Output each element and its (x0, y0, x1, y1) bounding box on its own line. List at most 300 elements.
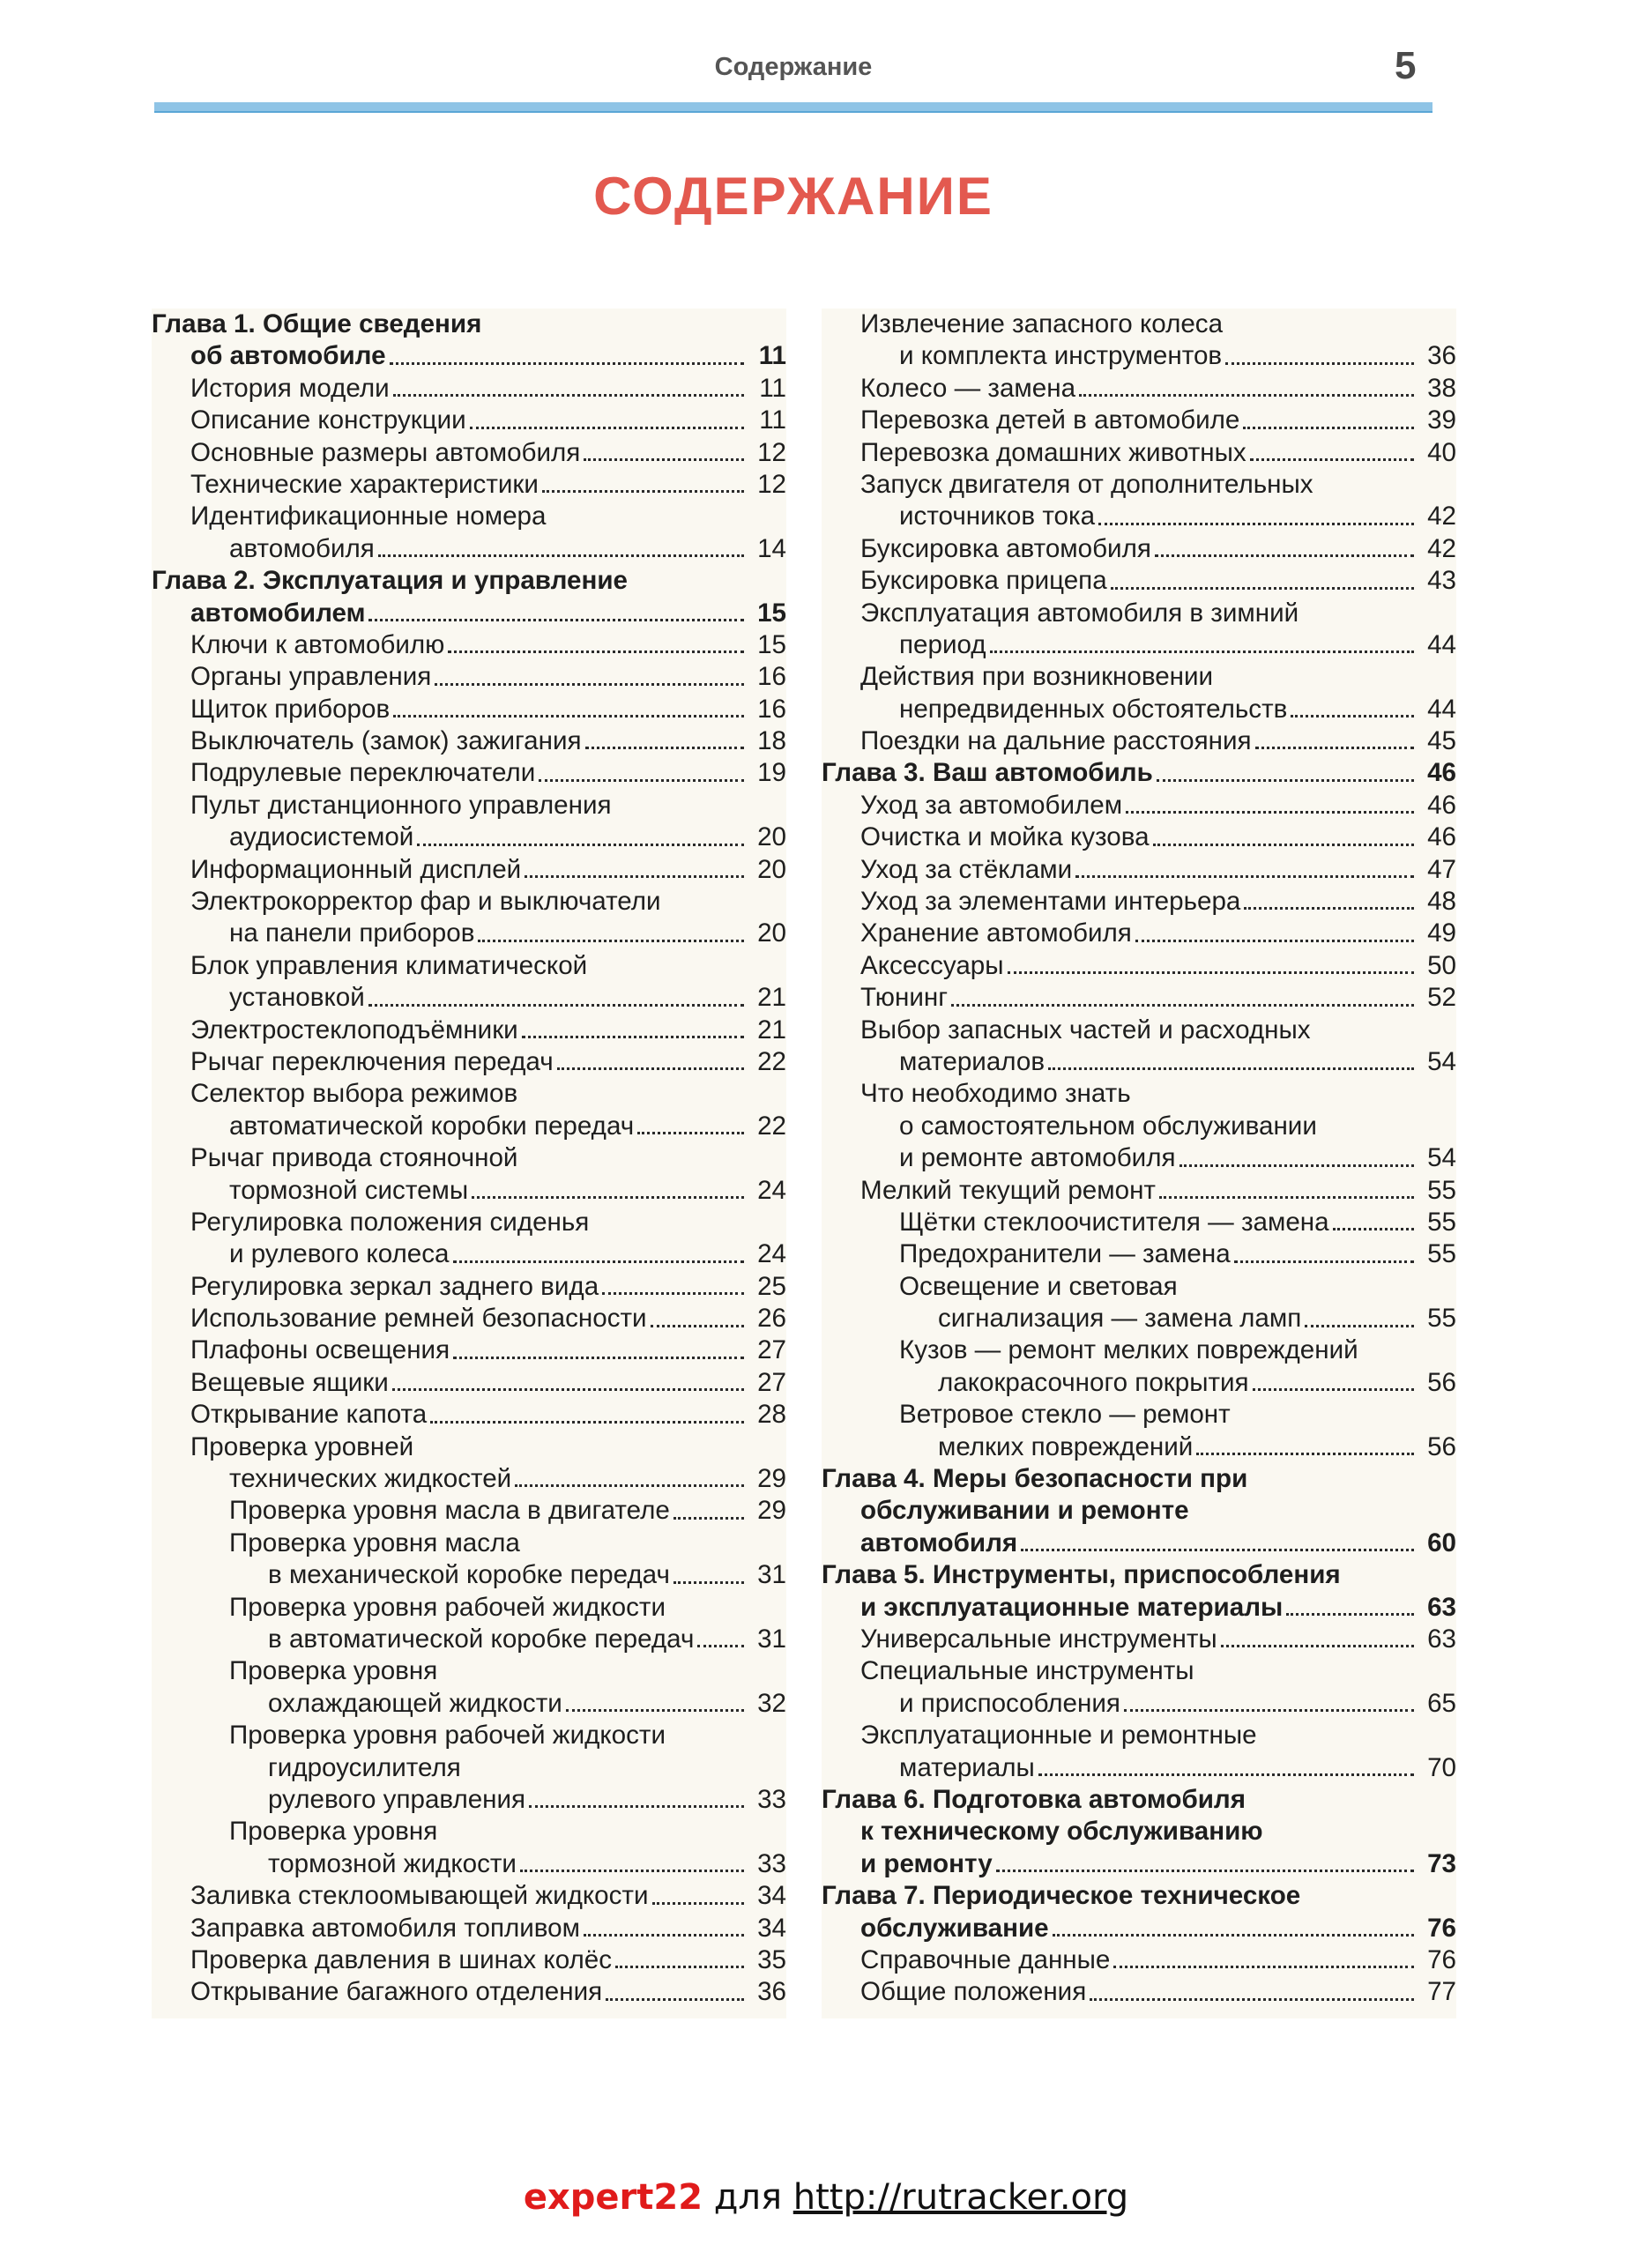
dot-leader (606, 1998, 744, 2001)
dot-leader (1234, 1260, 1414, 1263)
toc-entry (152, 950, 786, 982)
toc-page-number: 34 (757, 1913, 786, 1943)
toc-entry-text: Проверка уровня (229, 1817, 438, 1847)
toc-page-number: 16 (757, 694, 786, 724)
dot-leader (1090, 1998, 1414, 2001)
toc-entry-text: непредвиденных обстоятельств (899, 694, 1288, 724)
dot-leader (990, 650, 1414, 653)
footer-brand: expert22 (523, 2177, 703, 2218)
toc-page-number: 55 (1427, 1207, 1456, 1237)
toc-page-number: 73 (1427, 1848, 1456, 1878)
toc-entry-text: и ремонту (860, 1848, 993, 1878)
toc-entry (822, 309, 1456, 340)
toc-entry-text: Щётки стеклоочистителя — замена (899, 1207, 1329, 1237)
dot-leader (1286, 1613, 1414, 1616)
toc-entry (822, 1303, 1456, 1334)
toc-entry-text: мелких повреждений (938, 1431, 1194, 1461)
page-header (0, 0, 1652, 123)
toc-entry (822, 629, 1456, 661)
toc-entry (152, 1816, 786, 1847)
toc-entry (152, 1238, 786, 1270)
toc-entry-text: тормозной жидкости (268, 1848, 517, 1878)
toc-entry-text: Тюнинг (860, 983, 948, 1013)
toc-entry-text: материалов (899, 1046, 1046, 1076)
toc-entry (822, 373, 1456, 405)
dot-leader (1155, 554, 1414, 557)
toc-page-number: 54 (1427, 1143, 1456, 1173)
toc-entry-text: Открывание капота (190, 1400, 428, 1430)
toc-page-number: 29 (757, 1496, 786, 1526)
toc-entry (822, 1752, 1456, 1784)
toc-entry-text: Проверка уровня рабочей жидкости (229, 1592, 666, 1622)
toc-entry-text: Уход за стёклами (860, 854, 1073, 884)
toc-entry (822, 469, 1456, 501)
toc-chapter-entry (822, 1816, 1456, 1847)
dot-leader (557, 1067, 744, 1070)
toc-entry (152, 1078, 786, 1110)
toc-entry (152, 757, 786, 789)
dot-leader (1048, 1067, 1414, 1070)
toc-entry-text: Перевозка детей в автомобиле (860, 405, 1240, 435)
toc-page-number: 20 (757, 854, 786, 884)
dot-leader (1243, 427, 1414, 429)
dot-leader (1126, 811, 1414, 814)
toc-page-number: 15 (757, 598, 786, 628)
toc-page-number: 27 (757, 1335, 786, 1365)
toc-entry-text: об автомобиле (190, 341, 386, 371)
toc-entry-text: автоматической коробки передач (229, 1111, 635, 1141)
dot-leader (368, 619, 744, 621)
toc-entry (822, 1111, 1456, 1142)
toc-entry (822, 1271, 1456, 1303)
toc-entry (822, 405, 1456, 436)
toc-entry (152, 1431, 786, 1463)
toc-chapter-entry (152, 565, 786, 597)
dot-leader (393, 394, 744, 397)
toc-entry (152, 918, 786, 949)
toc-entry-text: Глава 5. Инструменты, приспособления (822, 1560, 1341, 1590)
toc-page-number: 11 (759, 405, 786, 435)
toc-entry-text: Вещевые ящики (190, 1367, 389, 1397)
dot-leader (1021, 1549, 1414, 1551)
footer-url-link[interactable]: http://rutracker.org (793, 2177, 1129, 2218)
toc-page-number: 29 (757, 1464, 786, 1494)
toc-page-number: 70 (1427, 1752, 1456, 1782)
toc-chapter-entry (152, 598, 786, 629)
toc-entry (152, 1752, 786, 1784)
dot-leader (602, 1292, 744, 1295)
dot-leader (1225, 362, 1414, 365)
toc-chapter-entry (822, 1495, 1456, 1527)
toc-chapter-entry (822, 1784, 1456, 1816)
dot-leader (1008, 971, 1414, 974)
toc-page-number: 22 (757, 1111, 786, 1141)
toc-entry (152, 725, 786, 757)
toc-page-number: 49 (1427, 918, 1456, 948)
toc-entry (152, 1367, 786, 1399)
toc-page-number: 21 (757, 1015, 786, 1045)
dot-leader (515, 1484, 744, 1487)
toc-entry-text: Запуск двигателя от дополнительных (860, 469, 1313, 499)
toc-page-number: 33 (757, 1848, 786, 1878)
toc-page-number: 44 (1427, 629, 1456, 659)
toc-entry-text: к техническому обслуживанию (860, 1817, 1263, 1847)
toc-entry (152, 982, 786, 1014)
toc-page-number: 39 (1427, 405, 1456, 435)
toc-entry-text: Выбор запасных частей и расходных (860, 1015, 1311, 1045)
toc-entry-text: Проверка уровня рабочей жидкости (229, 1721, 666, 1751)
toc-entry (152, 469, 786, 501)
toc-entry (152, 790, 786, 821)
toc-entry (152, 1880, 786, 1912)
toc-entry-text: Поездки на дальние расстояния (860, 726, 1252, 756)
toc-page-number: 24 (757, 1175, 786, 1205)
toc-entry-text: Колесо — замена (860, 373, 1076, 403)
toc-page-number: 76 (1427, 1944, 1456, 1974)
toc-entry (822, 918, 1456, 949)
toc-entry (822, 1238, 1456, 1270)
toc-entry (152, 533, 786, 565)
dot-leader (585, 747, 744, 749)
toc-page-number: 21 (757, 983, 786, 1013)
dot-leader (637, 1132, 744, 1134)
dot-leader (1157, 779, 1414, 782)
toc-page-number: 76 (1427, 1913, 1456, 1943)
dot-leader (470, 427, 744, 429)
dot-leader (1255, 747, 1414, 749)
toc-entry (152, 1303, 786, 1334)
toc-entry (152, 854, 786, 886)
toc-entry (822, 1944, 1456, 1976)
header-rule (154, 102, 1432, 113)
toc-entry-text: установкой (229, 983, 365, 1013)
toc-entry (822, 501, 1456, 532)
toc-chapter-entry (822, 1463, 1456, 1495)
toc-entry-text: Проверка уровня масла (229, 1528, 520, 1557)
toc-entry-text: История модели (190, 373, 390, 403)
toc-entry (152, 1335, 786, 1367)
toc-page-number: 20 (757, 822, 786, 852)
toc-entry-text: Глава 2. Эксплуатация и управление (152, 566, 628, 596)
toc-entry-text: Пульт дистанционного управления (190, 790, 612, 820)
toc-entry-text: Справочные данные (860, 1944, 1111, 1974)
toc-entry-text: лакокрасочного покрытия (938, 1367, 1249, 1397)
toc-entry-text: Освещение и световая (899, 1271, 1178, 1301)
toc-entry (152, 1688, 786, 1720)
toc-entry-text: Выключатель (замок) зажигания (190, 726, 582, 756)
toc-entry (152, 1399, 786, 1431)
toc-entry-text: и рулевого колеса (229, 1239, 450, 1269)
toc-entry-text: на панели приборов (229, 918, 475, 948)
toc-entry (152, 1655, 786, 1687)
dot-leader (417, 844, 744, 846)
toc-page-number: 77 (1427, 1977, 1456, 2007)
toc-page-number: 45 (1427, 726, 1456, 756)
dot-leader (651, 1325, 744, 1327)
toc-entry (822, 1624, 1456, 1655)
toc-entry-text: Глава 4. Меры безопасности при (822, 1464, 1248, 1494)
toc-page-number: 42 (1427, 533, 1456, 563)
dot-leader (1179, 1164, 1414, 1167)
toc-entry-text: Регулировка положения сиденья (190, 1207, 590, 1237)
toc-entry-text: Электрокорректор фар и выключатели (190, 887, 661, 917)
toc-entry-text: Общие положения (860, 1977, 1087, 2007)
toc-entry-text: охлаждающей жидкости (268, 1688, 562, 1718)
dot-leader (1305, 1325, 1414, 1327)
toc-entry (152, 1463, 786, 1495)
toc-entry (822, 1207, 1456, 1238)
toc-chapter-entry (822, 757, 1456, 789)
toc-chapter-entry (822, 1913, 1456, 1944)
toc-chapter-entry (822, 1528, 1456, 1559)
dot-leader (529, 1805, 744, 1808)
toc-page-number: 11 (758, 341, 786, 371)
toc-entry-text: и комплекта инструментов (899, 341, 1223, 371)
dot-leader (1124, 1709, 1414, 1712)
toc-entry-text: Рычаг переключения передач (190, 1046, 554, 1076)
dot-leader (652, 1902, 744, 1905)
dot-leader (472, 1196, 744, 1199)
toc-entry (152, 1175, 786, 1207)
toc-entry-text: технических жидкостей (229, 1464, 512, 1494)
dot-leader (1253, 1388, 1414, 1391)
toc-entry-text: Специальные инструменты (860, 1656, 1194, 1686)
toc-entry (152, 1528, 786, 1559)
toc-page-number: 43 (1427, 566, 1456, 596)
toc-entry (822, 565, 1456, 597)
toc-entry (822, 1142, 1456, 1174)
toc-left-column (152, 309, 786, 2018)
toc-entry (152, 1976, 786, 2008)
dot-leader (1098, 523, 1414, 525)
dot-leader (1250, 458, 1414, 461)
toc-page-number: 22 (757, 1046, 786, 1076)
toc-page-number: 55 (1427, 1175, 1456, 1205)
toc-entry-text: автомобиля (229, 533, 375, 563)
toc-entry-text: Ветровое стекло — ремонт (899, 1400, 1231, 1430)
toc-page-number: 25 (757, 1271, 786, 1301)
toc-entry-text: Глава 3. Ваш автомобиль (822, 758, 1153, 788)
dot-leader (996, 1870, 1414, 1872)
toc-entry-text: обслуживании и ремонте (860, 1496, 1189, 1526)
toc-page-number: 47 (1427, 854, 1456, 884)
toc-entry-text: Хранение автомобиля (860, 918, 1132, 948)
toc-entry (152, 437, 786, 469)
toc-entry (152, 1559, 786, 1591)
dot-leader (615, 1966, 744, 1968)
toc-entry-text: Блок управления климатической (190, 950, 588, 980)
toc-entry-text: в механической коробке передач (268, 1560, 670, 1590)
toc-entry (152, 1913, 786, 1944)
toc-entry (822, 340, 1456, 372)
toc-entry-text: аудиосистемой (229, 822, 414, 852)
toc-page-number: 56 (1427, 1367, 1456, 1397)
toc-entry-text: Глава 6. Подготовка автомобиля (822, 1784, 1246, 1814)
toc-entry-text: и приспособления (899, 1688, 1120, 1718)
toc-entry (822, 1976, 1456, 2008)
toc-entry (822, 1335, 1456, 1367)
toc-entry (152, 1495, 786, 1527)
toc-page-number: 56 (1427, 1431, 1456, 1461)
footer-credit (0, 2177, 1652, 2218)
toc-page-number: 31 (757, 1624, 786, 1654)
toc-entry (152, 694, 786, 725)
toc-entry-text: Описание конструкции (190, 405, 466, 435)
toc-entry (822, 790, 1456, 821)
toc-page-number: 40 (1427, 437, 1456, 467)
dot-leader (1244, 907, 1414, 910)
dot-leader (1113, 1966, 1414, 1968)
toc-entry-text: тормозной системы (229, 1175, 469, 1205)
toc-page-number: 50 (1427, 950, 1456, 980)
toc-entry (822, 982, 1456, 1014)
toc-entry-text: Органы управления (190, 662, 432, 692)
toc-page-number: 44 (1427, 694, 1456, 724)
toc-entry (822, 950, 1456, 982)
toc-page-number: 60 (1427, 1528, 1456, 1557)
dot-leader (430, 1421, 744, 1424)
footer-middle: для (703, 2177, 793, 2218)
toc-page-number: 63 (1427, 1624, 1456, 1654)
dot-leader (378, 554, 744, 557)
dot-leader (525, 875, 744, 878)
toc-page-number: 32 (757, 1688, 786, 1718)
toc-page-number: 35 (757, 1944, 786, 1974)
toc-page-number: 54 (1427, 1046, 1456, 1076)
dot-leader (951, 1004, 1414, 1007)
toc-entry (152, 1142, 786, 1174)
toc-page-number: 14 (757, 533, 786, 563)
dot-leader (522, 1036, 744, 1038)
toc-entry (152, 1784, 786, 1816)
toc-page-number: 34 (757, 1881, 786, 1911)
toc-chapter-entry (822, 1848, 1456, 1880)
dot-leader (1038, 1773, 1414, 1776)
page-number: 5 (1395, 44, 1417, 87)
toc-entry (822, 1046, 1456, 1078)
toc-page-number: 20 (757, 918, 786, 948)
toc-page-number: 31 (757, 1560, 786, 1590)
toc-entry-text: о самостоятельном обслуживании (899, 1111, 1317, 1141)
toc-page-number: 36 (757, 1977, 786, 2007)
toc-page-number: 52 (1427, 983, 1456, 1013)
toc-entry (822, 694, 1456, 725)
toc-entry (822, 598, 1456, 629)
dot-leader (1111, 587, 1414, 590)
toc-entry-text: обслуживание (860, 1913, 1049, 1943)
toc-entry-text: сигнализация — замена ламп (938, 1304, 1302, 1334)
dot-leader (539, 779, 744, 782)
toc-entry-text: Информационный дисплей (190, 854, 522, 884)
toc-entry-text: Электростеклоподъёмники (190, 1015, 518, 1045)
toc-entry-text: Мелкий текущий ремонт (860, 1175, 1156, 1205)
toc-entry (152, 373, 786, 405)
toc-entry-text: Уход за элементами интерьера (860, 887, 1241, 917)
toc-entry (152, 405, 786, 436)
toc-entry-text: Щиток приборов (190, 694, 391, 724)
toc-page-number: 27 (757, 1367, 786, 1397)
toc-entry-text: Проверка уровня масла в двигателе (229, 1496, 670, 1526)
toc-entry (822, 1688, 1456, 1720)
toc-entry (152, 501, 786, 532)
toc-entry (152, 1271, 786, 1303)
toc-entry (822, 886, 1456, 918)
toc-entry-text: Рычаг привода стояночной (190, 1143, 518, 1173)
toc-page-number: 16 (757, 662, 786, 692)
dot-leader (478, 940, 744, 942)
toc-page-number: 11 (759, 373, 786, 403)
dot-leader (453, 1260, 745, 1263)
toc-entry (822, 725, 1456, 757)
toc-entry (822, 1078, 1456, 1110)
toc-entry (822, 533, 1456, 565)
toc-entry (822, 661, 1456, 693)
toc-entry-text: Подрулевые переключатели (190, 758, 536, 788)
toc-page-number: 19 (757, 758, 786, 788)
toc-entry (152, 1944, 786, 1976)
toc-chapter-entry (152, 309, 786, 340)
toc-page-number: 38 (1427, 373, 1456, 403)
dot-leader (542, 490, 744, 493)
toc-page-number: 15 (757, 629, 786, 659)
dot-leader (1291, 715, 1414, 717)
toc-entry (822, 1175, 1456, 1207)
toc-entry (822, 1015, 1456, 1046)
toc-entry (152, 661, 786, 693)
toc-entry-text: Что необходимо знать (860, 1079, 1131, 1109)
dot-leader (392, 1388, 744, 1391)
toc-chapter-entry (822, 1880, 1456, 1912)
page-title: СОДЕРЖАНИЕ (593, 167, 993, 226)
toc-entry-text: период (899, 629, 986, 659)
toc-page-number: 42 (1427, 502, 1456, 532)
toc-entry (152, 1111, 786, 1142)
toc-entry-text: Селектор выбора режимов (190, 1079, 518, 1109)
toc-entry-text: рулевого управления (268, 1784, 526, 1814)
toc-chapter-entry (822, 1592, 1456, 1624)
dot-leader (1053, 1934, 1414, 1937)
toc-chapter-entry (152, 340, 786, 372)
toc-chapter-entry (822, 1559, 1456, 1591)
toc-entry-text: Проверка давления в шинах колёс (190, 1944, 613, 1974)
dot-leader (393, 715, 744, 717)
toc-entry (152, 1720, 786, 1751)
toc-entry (822, 1399, 1456, 1431)
toc-entry (822, 821, 1456, 853)
toc-entry-text: в автоматической коробке передач (268, 1624, 695, 1654)
toc-entry-text: Кузов — ремонт мелких повреждений (899, 1335, 1358, 1365)
toc-entry-text: Основные размеры автомобиля (190, 437, 581, 467)
toc-entry-text: Эксплуатация автомобиля в зимний (860, 598, 1299, 628)
toc-entry-text: Буксировка прицепа (860, 566, 1107, 596)
dot-leader (435, 683, 744, 686)
toc-entry-text: Буксировка автомобиля (860, 533, 1151, 563)
toc-page-number: 55 (1427, 1239, 1456, 1269)
toc-entry-text: Аксессуары (860, 950, 1004, 980)
toc-entry-text: Плафоны освещения (190, 1335, 450, 1365)
toc-entry-text: Заправка автомобиля топливом (190, 1913, 580, 1943)
toc-page-number: 24 (757, 1239, 786, 1269)
toc-entry-text: Технические характеристики (190, 469, 539, 499)
dot-leader (1135, 940, 1414, 942)
toc-entry-text: Очистка и мойка кузова (860, 822, 1150, 852)
toc-page-number: 28 (757, 1400, 786, 1430)
dot-leader (673, 1581, 744, 1584)
dot-leader (1075, 875, 1414, 878)
toc-entry-text: Заливка стеклоомывающей жидкости (190, 1881, 649, 1911)
toc-entry (822, 1655, 1456, 1687)
dot-leader (1079, 394, 1414, 397)
